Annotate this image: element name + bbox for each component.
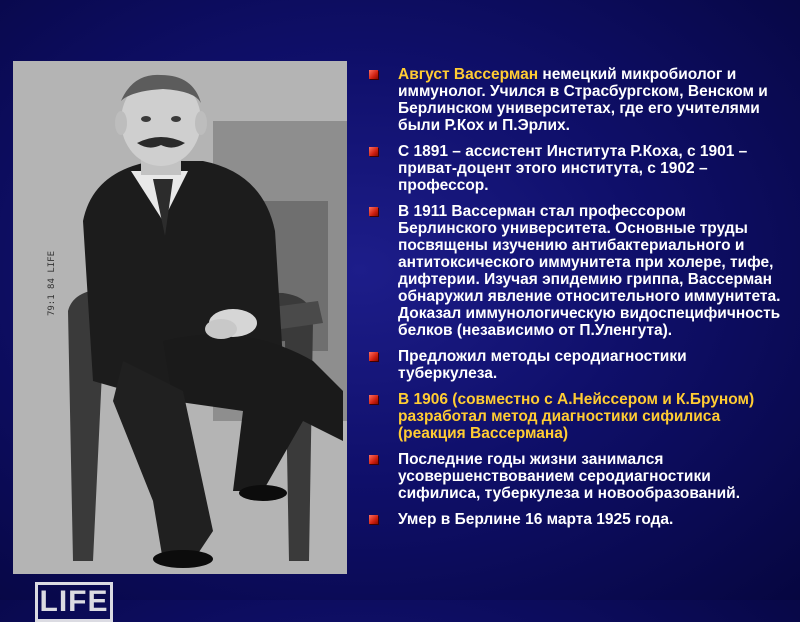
bullet-text: Предложил методы серодиагностики туберкулеза. — [398, 348, 687, 382]
life-logo: LIFE — [35, 582, 113, 622]
bullet-item — [366, 451, 786, 502]
bullet-marker-icon — [369, 455, 378, 464]
bullet-list — [366, 66, 786, 528]
bullet-item — [366, 391, 786, 442]
bullet-item — [366, 348, 786, 382]
portrait-photo — [13, 61, 347, 618]
bullet-text: В 1906 (совместно с А.Нейссером и К.Бруном) разработал метод диагностики сифилиса (реакция Вассермана) — [398, 391, 755, 442]
bullet-marker-icon — [369, 70, 378, 79]
bullet-marker-icon — [369, 395, 378, 404]
bullet-text: В 1911 Вассерман стал профессором Берлинского университета. Основные труды посвящены изучению антибактериального и антитоксического иммунитета при холере, тифе, дифтерии. Изучая эпидемию гриппа, Вассерман обнаружил явление относительного иммунитета. Доказал иммунологическую видоспецифичность белков (независимо от П.Уленгута). — [398, 203, 781, 339]
bullet-text: Умер в Берлине 16 марта 1925 года. — [398, 511, 674, 528]
bullet-item — [366, 203, 786, 339]
bullet-item — [366, 66, 786, 134]
bullet-item — [366, 511, 786, 528]
bullet-text: немецкий микробиолог и иммунолог. Учился в Страсбургском, Венском и Берлинском университетах, где его учителями были Р.Кох и П.Эрлих. — [398, 66, 768, 134]
bullet-item — [366, 143, 786, 194]
bullet-marker-icon — [369, 147, 378, 156]
portrait-illustration — [13, 61, 347, 574]
bullet-marker-icon — [369, 207, 378, 216]
person-name: Август Вассерман — [398, 66, 539, 83]
bullet-text: С 1891 – ассистент Института Р.Коха, с 1901 – приват-доцент этого института, с 1902 – профессор. — [398, 143, 748, 194]
bullet-marker-icon — [369, 352, 378, 361]
bullet-marker-icon — [369, 515, 378, 524]
biography-text — [366, 66, 786, 537]
photo-side-caption: 79:1 84 LIFE — [47, 251, 57, 317]
bullet-text: Последние годы жизни занимался усовершенствованием серодиагностики сифилиса, туберкулеза и новообразований. — [398, 451, 741, 502]
